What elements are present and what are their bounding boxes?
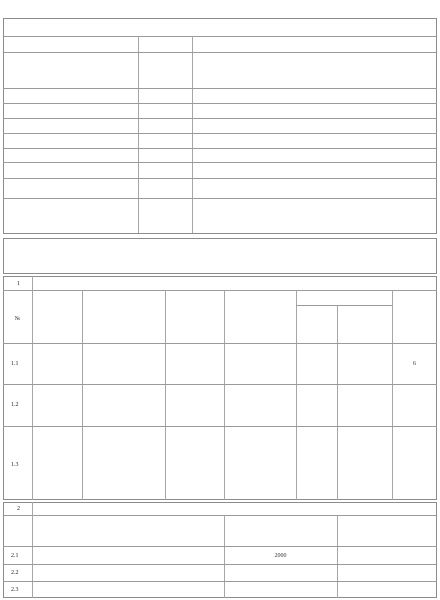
row-number: 1.1 — [11, 361, 19, 367]
section2-number: 2 — [17, 506, 20, 512]
row-number: 2.2 — [11, 570, 19, 576]
debtor-info-table — [3, 18, 437, 234]
row-number: 2.1 — [11, 553, 19, 559]
row-number: 2.3 — [11, 587, 19, 593]
payment-amount: 2000 — [274, 553, 287, 559]
col-header-number: № — [14, 316, 21, 322]
row-penalty: 6 — [413, 361, 416, 367]
mandatory-payments-table — [3, 502, 437, 598]
creditors-table — [3, 276, 437, 500]
section1-number: 1 — [17, 281, 20, 287]
row-number: 1.3 — [11, 462, 19, 468]
row-number: 1.2 — [11, 402, 19, 408]
